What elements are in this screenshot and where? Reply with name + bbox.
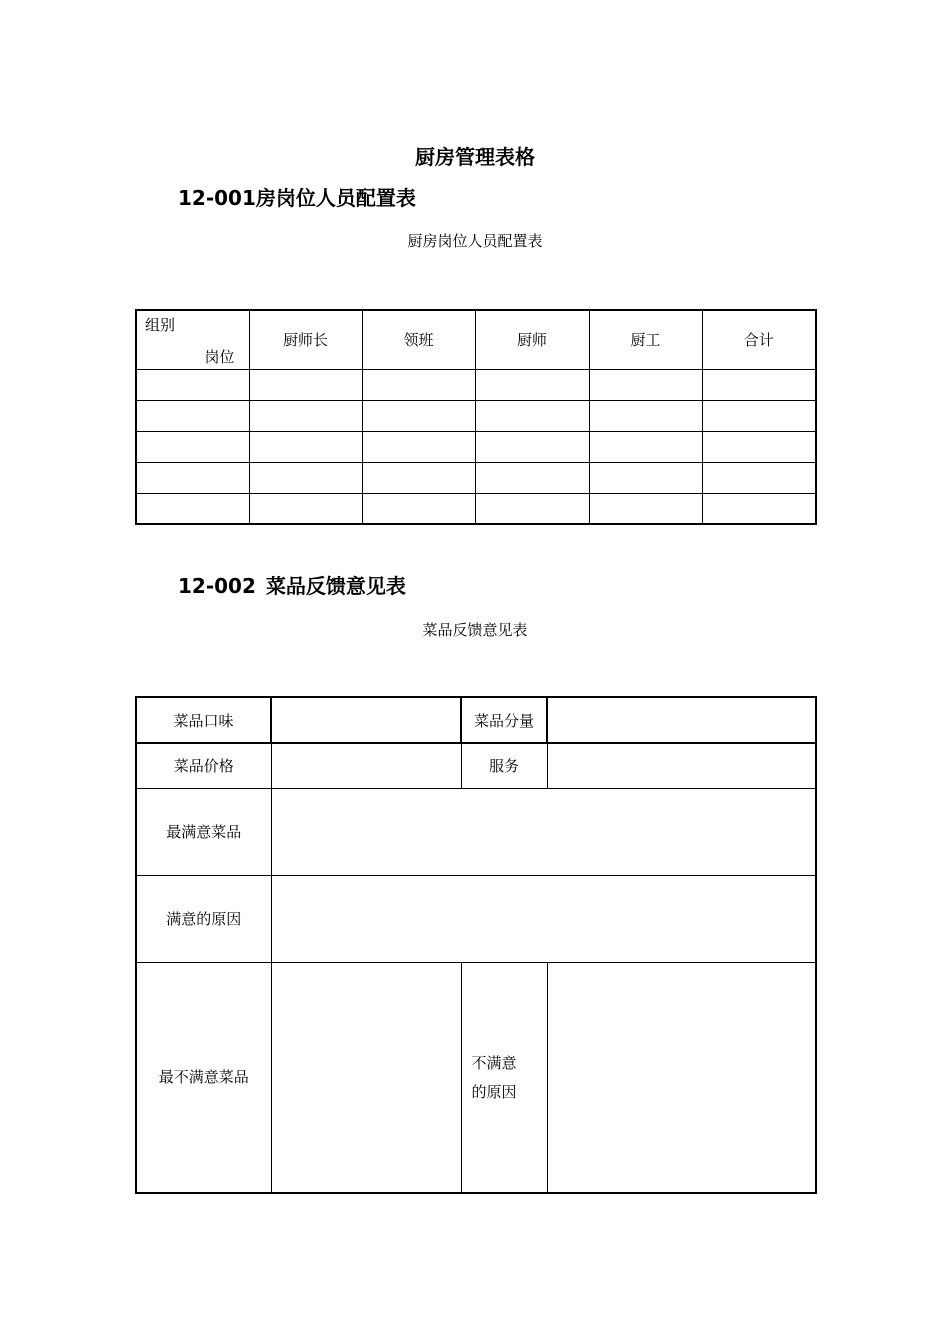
- table-cell[interactable]: [249, 462, 362, 493]
- price-label: 菜品价格: [136, 743, 271, 788]
- table-row: [136, 431, 816, 462]
- table-cell[interactable]: [362, 493, 475, 524]
- most-satisfied-value[interactable]: [271, 788, 816, 875]
- document-title: 厨房管理表格: [415, 145, 535, 169]
- unsatisfied-reason-label: [461, 962, 547, 1193]
- column-header: 厨师长: [249, 310, 362, 369]
- feedback-row: [136, 743, 816, 788]
- table-cell[interactable]: [589, 369, 702, 400]
- table-cell[interactable]: [136, 493, 249, 524]
- table-cell[interactable]: [249, 431, 362, 462]
- section2-table-title: 菜品反馈意见表: [422, 621, 528, 639]
- table-cell[interactable]: [475, 431, 589, 462]
- table-cell[interactable]: [702, 462, 816, 493]
- feedback-row: [136, 875, 816, 962]
- table-cell[interactable]: [362, 369, 475, 400]
- least-satisfied-label: [136, 962, 271, 1193]
- table-cell[interactable]: [136, 369, 249, 400]
- service-label: 服务: [461, 743, 547, 788]
- table-cell[interactable]: [136, 431, 249, 462]
- price-value[interactable]: [271, 743, 461, 788]
- table-cell[interactable]: [589, 462, 702, 493]
- taste-value[interactable]: [271, 697, 461, 743]
- unsatisfied-reason-line2: 的原因: [471, 1083, 517, 1102]
- table-cell[interactable]: [702, 431, 816, 462]
- table-cell[interactable]: [702, 493, 816, 524]
- table-cell[interactable]: [702, 369, 816, 400]
- feedback-table: [135, 696, 817, 1194]
- section2-heading: [178, 571, 406, 601]
- satisfied-reason-value[interactable]: [271, 875, 816, 962]
- table-cell[interactable]: [475, 493, 589, 524]
- table-row: [136, 493, 816, 524]
- satisfied-reason-label: 满意的原因: [136, 875, 271, 962]
- table-row: [136, 462, 816, 493]
- taste-label: 菜品口味: [136, 697, 271, 743]
- table-cell[interactable]: [702, 400, 816, 431]
- column-header: 领班: [362, 310, 475, 369]
- section2-code: 12-002: [178, 574, 256, 598]
- staffing-table: [135, 309, 817, 525]
- table-cell[interactable]: [475, 400, 589, 431]
- section1-heading-text: 房岗位人员配置表: [255, 186, 416, 210]
- header-corner-bottom: 组别: [145, 315, 176, 334]
- feedback-row: [136, 962, 816, 1193]
- column-header: 厨师: [475, 310, 589, 369]
- service-value[interactable]: [547, 743, 816, 788]
- column-header: 厨工: [589, 310, 702, 369]
- table-cell[interactable]: [136, 462, 249, 493]
- table-cell[interactable]: [589, 400, 702, 431]
- table-cell[interactable]: [589, 493, 702, 524]
- section1-table-title: 厨房岗位人员配置表: [407, 232, 543, 250]
- feedback-row: [136, 697, 816, 743]
- table-row: [136, 400, 816, 431]
- section2-heading-text: 菜品反馈意见表: [265, 574, 406, 598]
- table-cell[interactable]: [362, 462, 475, 493]
- table-cell[interactable]: [475, 462, 589, 493]
- header-corner-top: 岗位: [204, 347, 235, 366]
- portion-label: 菜品分量: [461, 697, 547, 743]
- feedback-row: [136, 788, 816, 875]
- section1-code: 12-001: [178, 186, 256, 210]
- table-cell[interactable]: [249, 369, 362, 400]
- table-cell[interactable]: [249, 493, 362, 524]
- unsatisfied-reason-line1: 不满意: [471, 1054, 517, 1073]
- least-satisfied-text: 最不满意菜品: [158, 1068, 249, 1087]
- least-satisfied-value[interactable]: [271, 962, 461, 1193]
- column-header: 合计: [702, 310, 816, 369]
- table-cell[interactable]: [136, 400, 249, 431]
- table-cell[interactable]: [362, 431, 475, 462]
- table-cell[interactable]: [475, 369, 589, 400]
- section1-heading: [178, 183, 416, 213]
- table-cell[interactable]: [589, 431, 702, 462]
- table-row: [136, 369, 816, 400]
- table-cell[interactable]: [249, 400, 362, 431]
- unsatisfied-reason-value[interactable]: [547, 962, 816, 1193]
- table-cell[interactable]: [362, 400, 475, 431]
- staffing-header-row: [136, 310, 816, 369]
- header-corner-cell: [136, 310, 249, 369]
- portion-value[interactable]: [547, 697, 816, 743]
- most-satisfied-label: 最满意菜品: [136, 788, 271, 875]
